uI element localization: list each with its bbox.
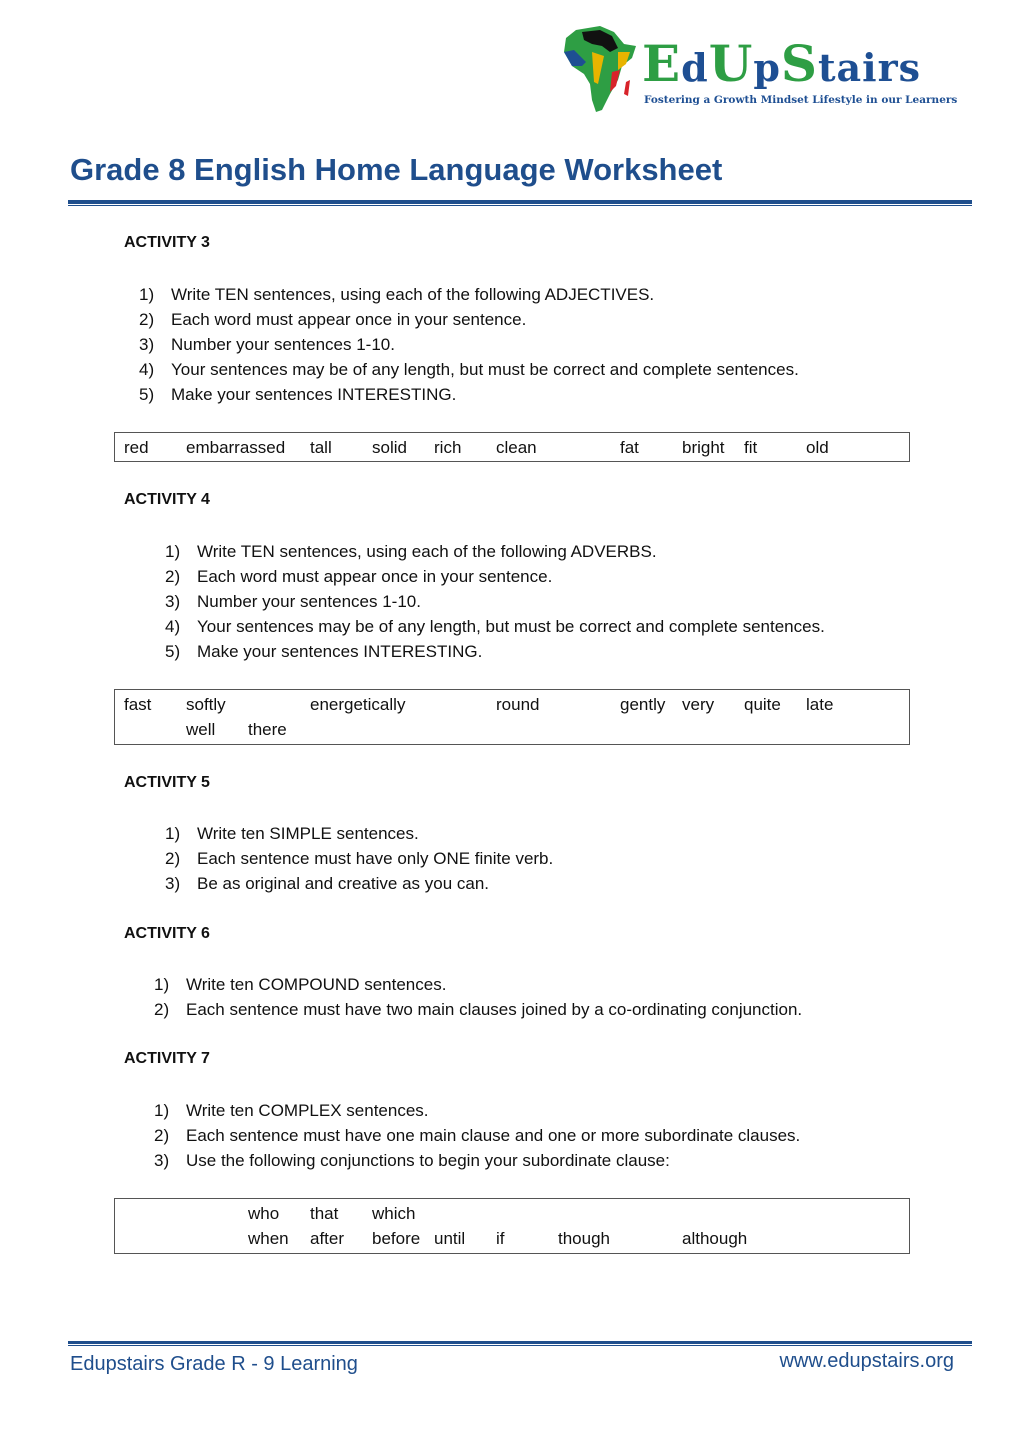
word: when — [248, 1229, 289, 1248]
word: bright — [682, 438, 725, 457]
edupstairs-logo — [556, 22, 976, 114]
footer-left-text: Edupstairs Grade R - 9 Learning — [70, 1353, 358, 1375]
activity-3-steps — [139, 282, 799, 407]
word: though — [558, 1229, 610, 1248]
activity-3-word-box — [114, 432, 910, 462]
word: well — [186, 720, 216, 739]
word: fit — [744, 438, 758, 457]
list-item: 1) Write ten COMPLEX sentences. — [154, 1101, 429, 1120]
brand-letter-u: U — [708, 34, 754, 93]
word: embarrassed — [186, 438, 286, 457]
list-item: 2) Each sentence must have one main clause and one or more subordinate clauses. — [154, 1126, 801, 1145]
activity-4-steps — [165, 539, 825, 664]
brand-tagline: Fostering a Growth Mindset Lifestyle in our Learners — [644, 94, 958, 106]
brand-letter-e: E — [642, 34, 682, 93]
brand-letter-p: p — [753, 45, 781, 90]
list-item: 1) Write ten COMPOUND sentences. — [154, 975, 447, 994]
word: rich — [434, 438, 462, 457]
word: quite — [744, 695, 781, 714]
word: old — [806, 438, 829, 457]
brand-letter-d: d — [681, 45, 709, 90]
word: red — [124, 438, 149, 457]
word: late — [806, 695, 834, 714]
activity-4-heading: ACTIVITY 4 — [124, 491, 210, 508]
brand-letter-s: S — [780, 34, 818, 93]
word: there — [248, 720, 287, 739]
title-divider-thin — [68, 205, 972, 206]
activity-6-heading: ACTIVITY 6 — [124, 925, 210, 942]
activity-5-heading: ACTIVITY 5 — [124, 774, 210, 791]
word: tall — [310, 438, 332, 457]
word: fat — [620, 438, 639, 457]
list-item: 2) Each word must appear once in your sentence. — [139, 310, 527, 329]
footer-divider-thin — [68, 1345, 972, 1346]
activity-7-heading: ACTIVITY 7 — [124, 1050, 210, 1067]
word: fast — [124, 695, 152, 714]
word: before — [372, 1229, 421, 1248]
word: that — [310, 1204, 339, 1223]
list-item: 3) Be as original and creative as you can. — [165, 874, 490, 893]
footer-website-link[interactable]: www.edupstairs.org — [779, 1350, 954, 1372]
list-item: 3) Use the following conjunctions to begin your subordinate clause: — [154, 1151, 670, 1170]
word: gently — [620, 695, 666, 714]
list-item: 1) Write ten SIMPLE sentences. — [165, 824, 419, 843]
word: if — [496, 1229, 505, 1248]
list-item: 2) Each word must appear once in your sentence. — [165, 567, 553, 586]
footer-divider — [68, 1341, 972, 1344]
brand-letters-tairs: tairs — [818, 45, 922, 90]
list-item: 2) Each sentence must have two main clauses joined by a co-ordinating conjunction. — [154, 1000, 803, 1019]
word: round — [496, 695, 540, 714]
word: after — [310, 1229, 345, 1248]
word: softly — [186, 695, 226, 714]
africa-map-icon — [556, 22, 642, 114]
word: although — [682, 1229, 748, 1248]
list-item: 1) Write TEN sentences, using each of the following ADJECTIVES. — [139, 285, 655, 304]
list-item: 4) Your sentences may be of any length, but must be correct and complete sentences. — [165, 617, 825, 636]
list-item: 1) Write TEN sentences, using each of the following ADVERBS. — [165, 542, 657, 561]
page-title: Grade 8 English Home Language Worksheet — [70, 152, 723, 187]
list-item: 4) Your sentences may be of any length, but must be correct and complete sentences. — [139, 360, 799, 379]
list-item: 2) Each sentence must have only ONE finite verb. — [165, 849, 554, 868]
list-item: 3) Number your sentences 1-10. — [165, 592, 421, 611]
activity-7-word-box — [114, 1198, 910, 1254]
activity-6-steps — [154, 972, 802, 1022]
activity-7-steps — [154, 1098, 800, 1173]
list-item: 5) Make your sentences INTERESTING. — [165, 642, 483, 661]
word: who — [248, 1204, 280, 1223]
activity-5-steps — [165, 821, 553, 896]
activity-4-word-box — [114, 689, 910, 745]
title-divider — [68, 200, 972, 204]
list-item: 3) Number your sentences 1-10. — [139, 335, 395, 354]
activity-3-heading: ACTIVITY 3 — [124, 234, 210, 251]
word: very — [682, 695, 715, 714]
word: which — [372, 1204, 416, 1223]
word: until — [434, 1229, 466, 1248]
word: solid — [372, 438, 407, 457]
word: energetically — [310, 695, 406, 714]
brand-wordmark — [642, 34, 921, 93]
word: clean — [496, 438, 537, 457]
list-item: 5) Make your sentences INTERESTING. — [139, 385, 457, 404]
